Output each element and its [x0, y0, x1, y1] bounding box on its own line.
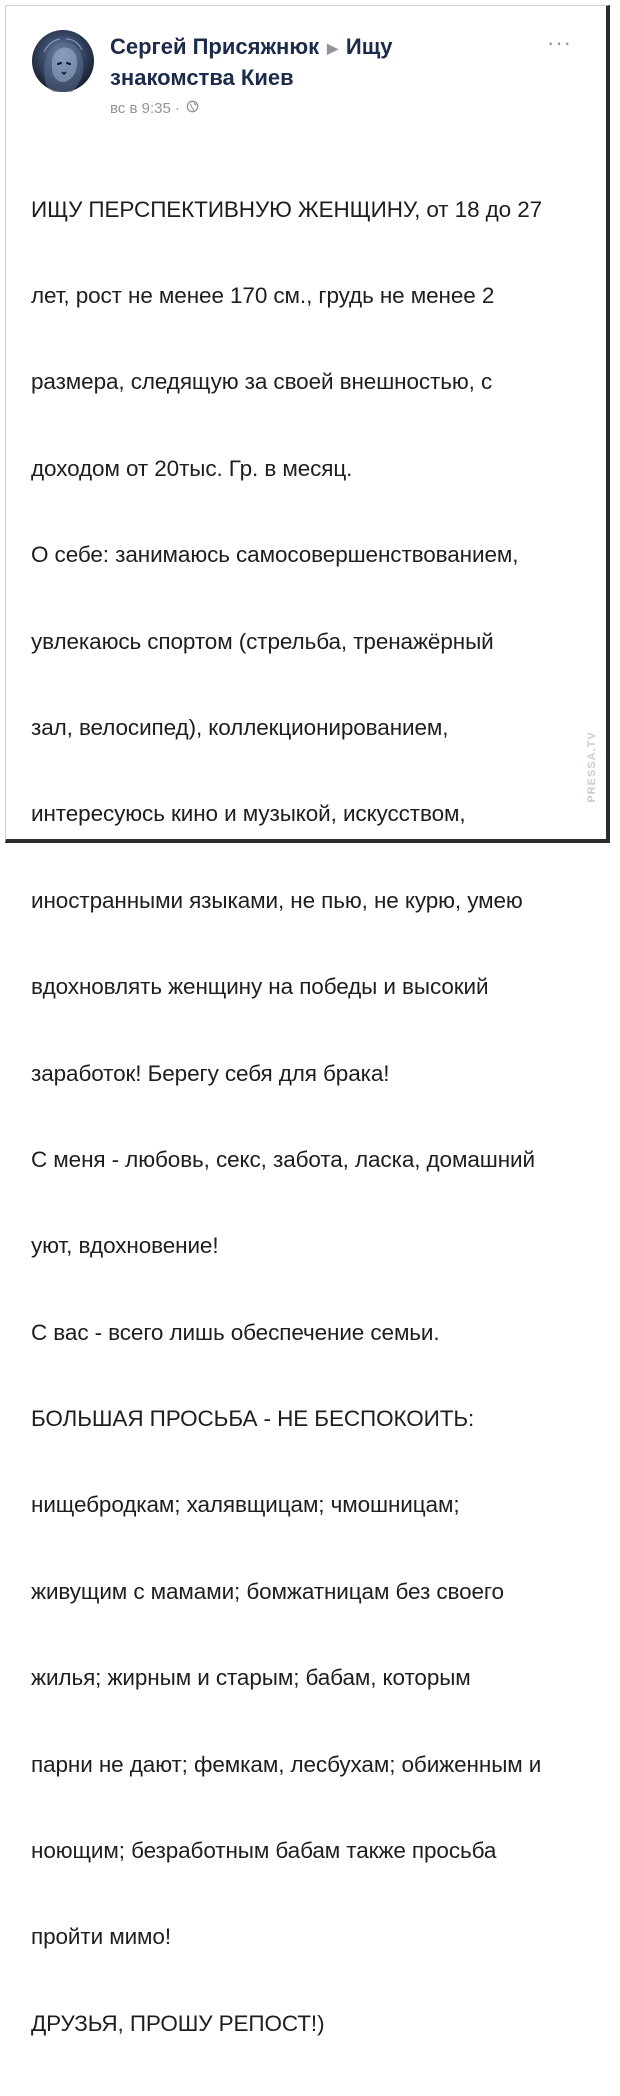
post-body	[31, 138, 601, 2096]
author-name[interactable]: Сергей Присяжнюк	[110, 34, 320, 59]
post-line: парни не дают; фемкам, лесбухам; обиженным и	[31, 1751, 542, 1777]
post-line: вдохновлять женщину на победы и высокий	[31, 974, 489, 1000]
triangle-right-icon: ▶	[327, 40, 338, 57]
post-line: интересуюсь кино и музыкой, искусством,	[31, 801, 466, 827]
group-name-line1[interactable]: Ищу	[345, 34, 393, 59]
post-line: увлекаюсь спортом (стрельба, тренажёрный	[31, 628, 494, 654]
post-line: С вас - всего лишь обеспечение семьи.	[31, 1319, 440, 1345]
post-line: живущим с мамами; бомжатницам без своего	[31, 1578, 504, 1604]
post-title	[110, 32, 510, 93]
watermark-text: PRESSA.TV	[586, 731, 598, 803]
post-line: доходом от 20тыс. Гр. в месяц.	[31, 455, 353, 481]
avatar[interactable]	[32, 30, 94, 92]
post-line: заработок! Берегу себя для брака!	[31, 1060, 390, 1086]
post-line: С меня - любовь, секс, забота, ласка, домашний	[31, 1146, 535, 1172]
post-line: О себе: занимаюсь самосовершенствованием,	[31, 542, 519, 568]
post-header	[6, 6, 606, 118]
post-line: уют, вдохновение!	[31, 1233, 219, 1259]
post-line: нищебродкам; халявщицам; чмошницам;	[31, 1492, 460, 1518]
post-line: ИЩУ ПЕРСПЕКТИВНУЮ ЖЕНЩИНУ, от 18 до 27	[31, 196, 543, 222]
post-line: размера, следящую за своей внешностью, с	[31, 369, 493, 395]
meta-dot: ·	[174, 100, 180, 117]
post-card	[5, 5, 610, 2036]
post-meta	[110, 100, 199, 118]
post-line: БОЛЬШАЯ ПРОСЬБА - НЕ БЕСПОКОИТЬ:	[31, 1406, 475, 1432]
post-line: ДРУЗЬЯ, ПРОШУ РЕПОСТ!)	[31, 2010, 325, 2036]
post-line: ноющим; безработным бабам также просьба	[31, 1838, 497, 1864]
post-line: пройти мимо!	[31, 1924, 171, 1950]
lion-avatar-image	[32, 30, 94, 92]
post-line: жилья; жирным и старым; бабам, которым	[31, 1665, 471, 1691]
timestamp[interactable]: вс в 9:35	[110, 100, 171, 117]
globe-icon[interactable]	[186, 100, 199, 118]
group-name-line2[interactable]: знакомства Киев	[110, 65, 294, 91]
more-options-icon[interactable]: ···	[547, 30, 572, 55]
post-line: зал, велосипед), коллекционированием,	[31, 714, 449, 740]
watermark	[584, 707, 600, 827]
post-line: лет, рост не менее 170 см., грудь не менее 2	[31, 282, 495, 308]
post-line: иностранными языками, не пью, не курю, умею	[31, 887, 523, 913]
